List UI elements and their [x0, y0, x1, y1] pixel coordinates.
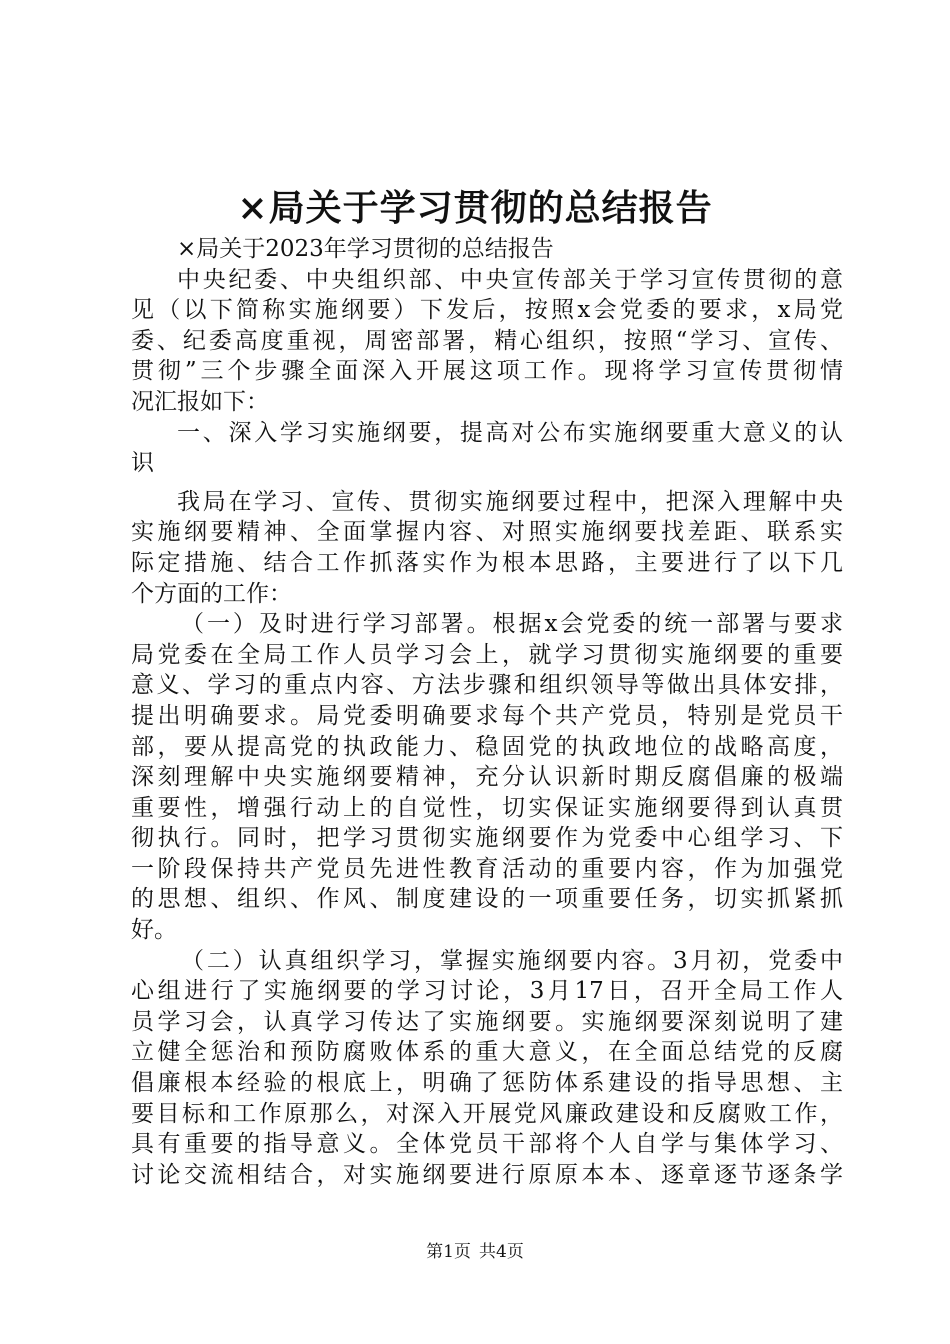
- paragraph-line: （二）认真组织学习，掌握实施纲要内容。3月初，党委中: [181, 947, 843, 974]
- paragraph-line: 员学习会，认真学习传达了实施纲要。实施纲要深刻说明了建: [131, 1008, 843, 1035]
- paragraph-line: 见（以下简称实施纲要）下发后，按照x会党委的要求，x局党: [131, 297, 843, 324]
- paragraph-line: 要目标和工作原那么，对深入开展党风廉政建设和反腐败工作，: [131, 1100, 843, 1127]
- paragraph-line: 意义、学习的重点内容、方法步骤和组织领导等做出具体安排，: [131, 672, 843, 699]
- paragraph-line: 提出明确要求。局党委明确要求每个共产党员，特别是党员干: [131, 702, 843, 729]
- page-number: 第1页: [426, 1242, 471, 1262]
- paragraph-line: 局党委在全局工作人员学习会上，就学习贯彻实施纲要的重要: [131, 641, 843, 668]
- paragraph-line: 立健全惩治和预防腐败体系的重大意义，在全面总结党的反腐: [131, 1039, 843, 1066]
- page-total: 共4页: [479, 1242, 524, 1262]
- paragraph-line: 部，要从提高党的执政能力、稳固党的执政地位的战略高度，: [131, 733, 843, 760]
- paragraph-line: 际定措施、结合工作抓落实作为根本思路，主要进行了以下几: [131, 549, 843, 576]
- paragraph-line: 实施纲要精神、全面掌握内容、对照实施纲要找差距、联系实: [131, 519, 843, 546]
- paragraph-line: 深刻理解中央实施纲要精神，充分认识新时期反腐倡廉的极端: [131, 764, 843, 791]
- document-body: [131, 234, 843, 1190]
- subtitle-line: ×局关于2023年学习贯彻的总结报告: [177, 236, 554, 262]
- paragraph-line: 讨论交流相结合，对实施纲要进行原原本本、逐章逐节逐条学: [131, 1161, 843, 1188]
- paragraph-line: 中央纪委、中央组织部、中央宣传部关于学习宣传贯彻的意: [177, 266, 843, 293]
- paragraph-line: 委、纪委高度重视，周密部署，精心组织，按照“学习、宣传、: [131, 327, 843, 354]
- paragraph-line: 心组进行了实施纲要的学习讨论，3月17日，召开全局工作人: [131, 978, 843, 1005]
- paragraph-line: 彻执行。同时，把学习贯彻实施纲要作为党委中心组学习、下: [131, 825, 843, 852]
- page-footer: [0, 1241, 950, 1263]
- paragraph-line: 好。: [131, 917, 177, 944]
- paragraph-line: 一阶段保持共产党员先进性教育活动的重要内容，作为加强党: [131, 855, 843, 882]
- paragraph-line: 我局在学习、宣传、贯彻实施纲要过程中，把深入理解中央: [177, 488, 843, 515]
- document-title: ×局关于学习贯彻的总结报告: [237, 187, 713, 229]
- paragraph-line: 的思想、组织、作风、制度建设的一项重要任务，切实抓紧抓: [131, 886, 843, 913]
- paragraph-line: 况汇报如下：: [131, 388, 269, 415]
- paragraph-line: 贯彻”三个步骤全面深入开展这项工作。现将学习宣传贯彻情: [131, 358, 843, 385]
- paragraph-line: 重要性，增强行动上的自觉性，切实保证实施纲要得到认真贯: [131, 794, 843, 821]
- paragraph-line: 倡廉根本经验的根底上，明确了惩防体系建设的指导思想、主: [131, 1070, 843, 1097]
- section-heading-line: 一、深入学习实施纲要，提高对公布实施纲要重大意义的认: [177, 419, 843, 446]
- section-heading-line: 识: [131, 450, 154, 477]
- paragraph-line: （一）及时进行学习部署。根据x会党委的统一部署与要求: [181, 611, 843, 638]
- paragraph-line: 具有重要的指导意义。全体党员干部将个人自学与集体学习、: [131, 1131, 843, 1158]
- paragraph-line: 个方面的工作：: [131, 580, 292, 607]
